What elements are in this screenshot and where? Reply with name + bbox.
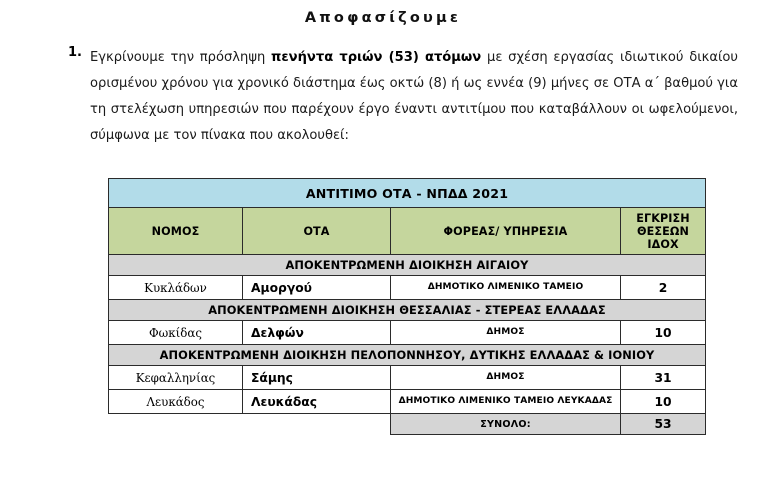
cell-foreas: ΔΗΜΟΣ: [391, 366, 621, 390]
cell-nomos: Λευκάδος: [109, 390, 243, 414]
antitimo-table: [108, 178, 706, 435]
cell-theseis: 31: [621, 366, 706, 390]
paragraph-text-part1: Εγκρίνουμε την πρόσληψη: [90, 50, 272, 65]
total-spacer-ota: [243, 414, 391, 435]
section-title: ΑΠΟΚΕΝΤΡΩΜΕΝΗ ΔΙΟΙΚΗΣΗ ΠΕΛΟΠΟΝΝΗΣΟΥ, ΔΥΤΙΚΗΣ ΕΛΛΑΔΑΣ & ΙΟΝΙΟΥ: [109, 345, 706, 366]
column-header-egkrisi: ΕΓΚΡΙΣΗ ΘΕΣΕΩΝ ΙΔΟΧ: [621, 208, 706, 255]
column-header-ota: ΟΤΑ: [243, 208, 391, 255]
cell-ota: Σάμης: [243, 366, 391, 390]
column-header-nomos: ΝΟΜΟΣ: [109, 208, 243, 255]
page-title: Αποφασίζουμε: [304, 10, 462, 26]
table-row: [109, 321, 706, 345]
cell-ota: Λευκάδας: [243, 390, 391, 414]
cell-ota: Αμοργού: [243, 276, 391, 300]
paragraph-number: 1.: [68, 45, 82, 60]
table-row: [109, 366, 706, 390]
paragraph-text: [90, 45, 738, 149]
total-value: 53: [621, 414, 706, 435]
table-caption: ΑΝΤΙΤΙΜΟ ΟΤΑ - ΝΠΔΔ 2021: [109, 179, 706, 208]
table-row: [109, 276, 706, 300]
section-header-row: [109, 345, 706, 366]
cell-nomos: Κεφαλληνίας: [109, 366, 243, 390]
paragraph-text-bold: πενήντα τριών (53) ατόμων: [271, 50, 482, 65]
cell-foreas: ΔΗΜΟΣ: [391, 321, 621, 345]
numbered-paragraph: [0, 45, 766, 149]
section-title: ΑΠΟΚΕΝΤΡΩΜΕΝΗ ΔΙΟΙΚΗΣΗ ΑΙΓΑΙΟΥ: [109, 255, 706, 276]
column-header-foreas: ΦΟΡΕΑΣ/ ΥΠΗΡΕΣΙΑ: [391, 208, 621, 255]
cell-nomos: Φωκίδας: [109, 321, 243, 345]
section-header-row: [109, 255, 706, 276]
table-row: [109, 390, 706, 414]
section-header-row: [109, 300, 706, 321]
cell-theseis: 10: [621, 390, 706, 414]
cell-ota: Δελφών: [243, 321, 391, 345]
cell-theseis: 2: [621, 276, 706, 300]
total-label: ΣΥΝΟΛΟ:: [391, 414, 621, 435]
cell-theseis: 10: [621, 321, 706, 345]
paragraph-text-part2: με σχέση εργασίας ιδιωτικού δικαίου ορισμένου χρόνου για χρονικό διάστημα έως οκτώ (8) ή ως εννέα (9) μήνες σε ΟΤΑ α΄ βαθμού για τη στελέχωση υπηρεσιών που παρέχουν έργο έναντι αντιτίμου που καταβάλλουν οι ωφελούμενοι, σύμφωνα με τον πίνακα που ακολουθεί:: [90, 50, 739, 143]
antitimo-table-wrapper: [108, 178, 705, 435]
cell-nomos: Κυκλάδων: [109, 276, 243, 300]
section-title: ΑΠΟΚΕΝΤΡΩΜΕΝΗ ΔΙΟΙΚΗΣΗ ΘΕΣΣΑΛΙΑΣ - ΣΤΕΡΕΑΣ ΕΛΛΑΔΑΣ: [109, 300, 706, 321]
table-total-row: [109, 414, 706, 435]
cell-foreas: ΔΗΜΟΤΙΚΟ ΛΙΜΕΝΙΚΟ ΤΑΜΕΙΟ ΛΕΥΚΑΔΑΣ: [391, 390, 621, 414]
total-spacer-nomos: [109, 414, 243, 435]
table-header-row: [109, 208, 706, 255]
table-caption-row: [109, 179, 706, 208]
cell-foreas: ΔΗΜΟΤΙΚΟ ΛΙΜΕΝΙΚΟ ΤΑΜΕΙΟ: [391, 276, 621, 300]
